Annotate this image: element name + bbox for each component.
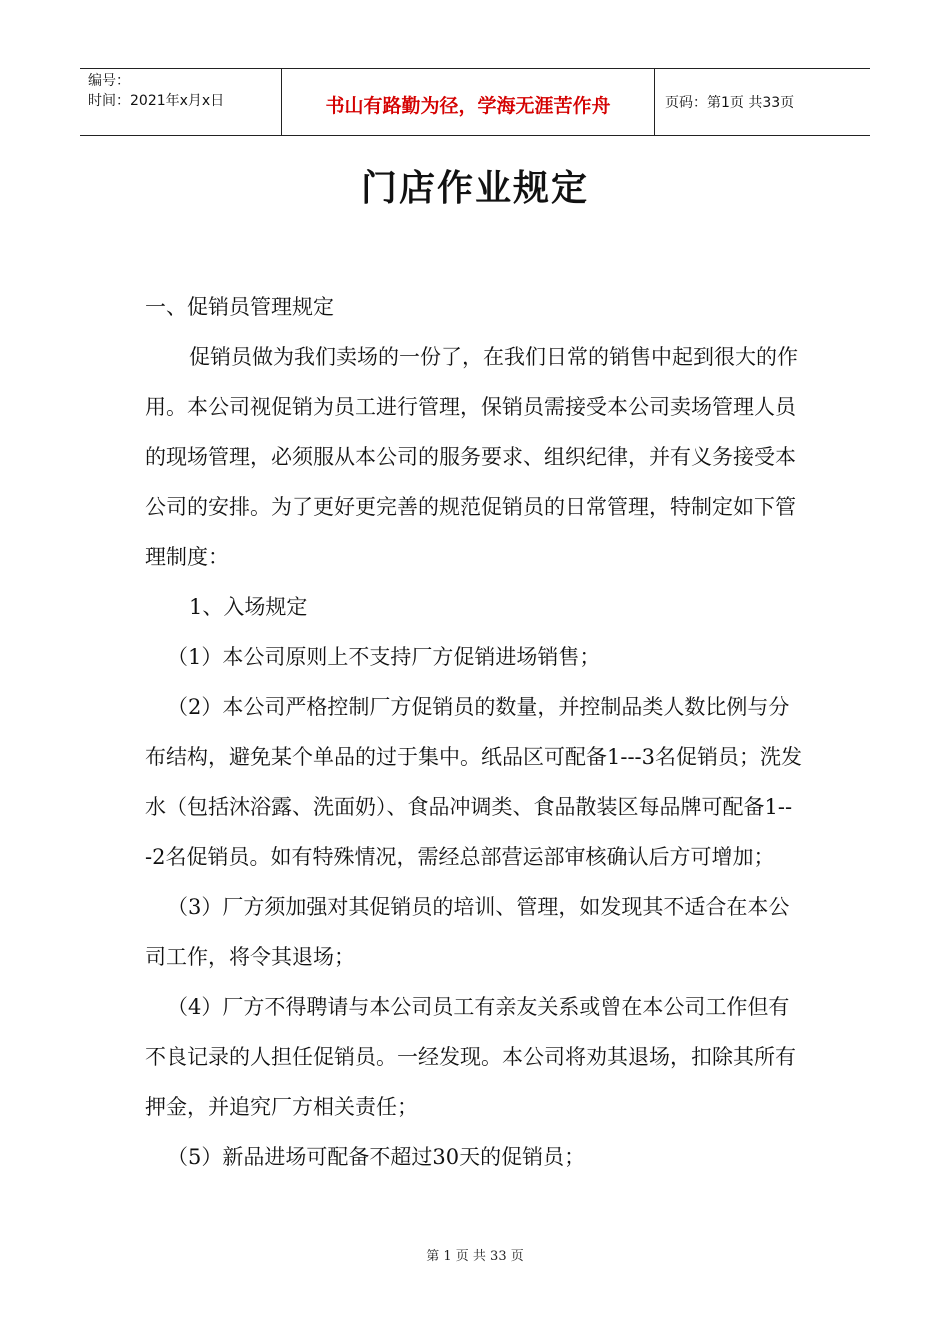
rule-item-4: （4）厂方不得聘请与本公司员工有亲友关系或曾在本公司工作但有不良记录的人担任促销员。一经发现。本公司将劝其退场，扣除其所有押金，并追究厂方相关责任； <box>145 995 796 1119</box>
header-meta-cell <box>80 69 282 135</box>
section-intro-paragraph: 促销员做为我们卖场的一份了，在我们日常的销售中起到很大的作用。本公司视促销为员工进行管理，保销员需接受本公司卖场管理人员的现场管理，必须服从本公司的服务要求、组织纪律，并有义务接受本公司的安排。为了更好更完善的规范促销员的日常管理，特制定如下管理制度： <box>145 345 798 569</box>
sub-heading: 1、入场规定 <box>189 595 308 619</box>
header-motto-cell <box>282 69 655 135</box>
page-info-text: 页码：第1页 共33页 <box>665 95 795 111</box>
serial-number-label: 编号： <box>88 73 130 89</box>
motto-text: 书山有路勤为径，学海无涯苦作舟 <box>325 94 611 117</box>
time-label: 时间：2021年x月x日 <box>88 93 225 109</box>
section-heading: 一、促销员管理规定 <box>145 295 334 319</box>
rule-item-3: （3）厂方须加强对其促销员的培训、管理，如发现其不适合在本公司工作，将令其退场； <box>145 895 790 969</box>
page-footer: 第 1 页 共 33 页 <box>426 1249 524 1264</box>
rule-item-2: （2）本公司严格控制厂方促销员的数量，并控制品类人数比例与分布结构，避免某个单品的过于集中。纸品区可配备1---3名促销员；洗发水（包括沐浴露、洗面奶）、食品冲调类、食品散装区每品牌可配备1---2名促销员。如有特殊情况，需经总部营运部审核确认后方可增加； <box>145 695 803 869</box>
page-title: 门店作业规定 <box>360 168 589 209</box>
rule-item-1: （1）本公司原则上不支持厂方促销进场销售； <box>167 645 601 669</box>
rule-item-5: （5）新品进场可配备不超过30天的促销员； <box>167 1145 586 1169</box>
header-page-cell <box>655 69 870 135</box>
document-body <box>145 282 810 1182</box>
document-header <box>80 68 870 136</box>
